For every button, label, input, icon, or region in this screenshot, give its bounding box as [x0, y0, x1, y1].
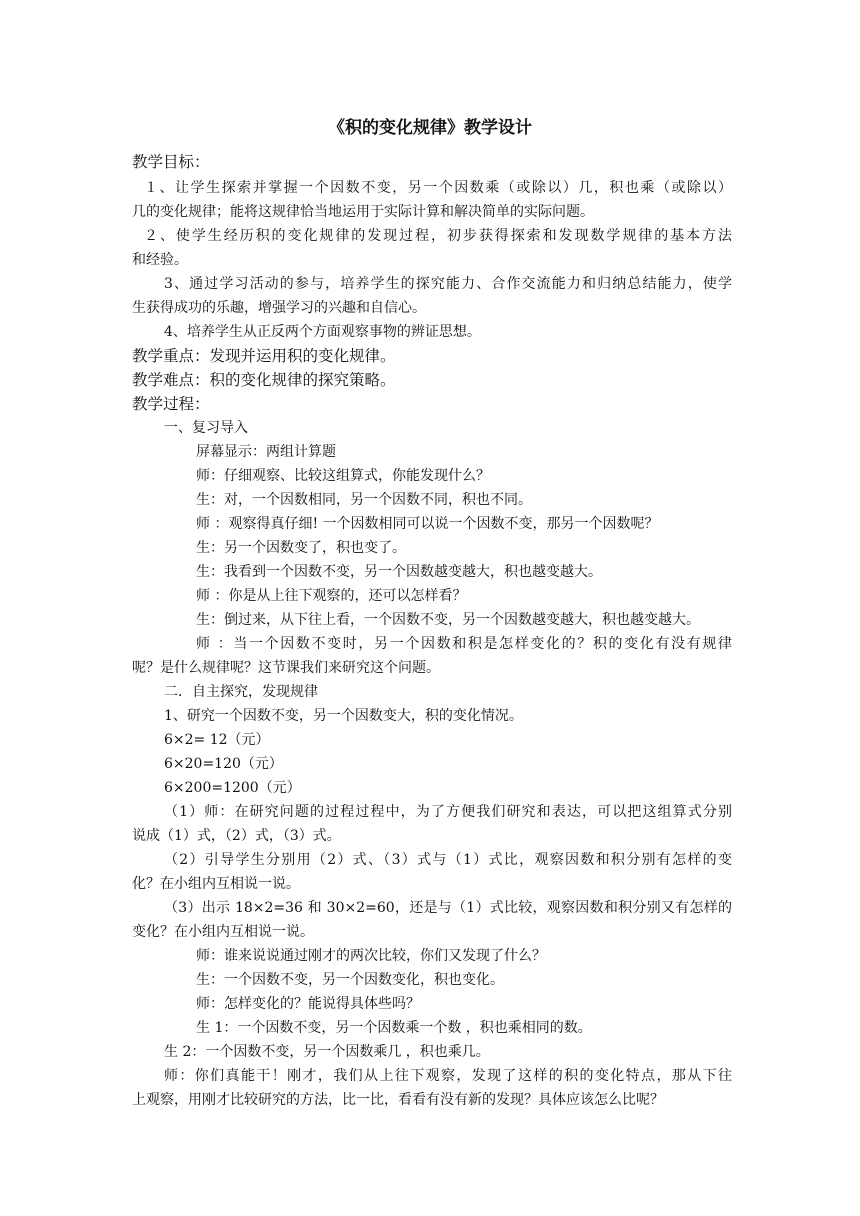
paragraph-line: 生：我看到一个因数不变，另一个因数越变越大，积也越变越大。: [196, 564, 602, 580]
paragraph-line: １、让学生探索并掌握一个因数不变，另一个因数乘（或除以）几，积也乘（或除以）: [144, 180, 732, 196]
paragraph-line: 师 ：当一个因数不变时，另一个因数和积是怎样变化的？积的变化有没有规律: [196, 636, 732, 652]
section-heading: 教学重点：发现并运用积的变化规律。: [132, 347, 396, 365]
paragraph-line: 师：你们真能干！刚才，我们从上往下观察，发现了这样的积的变化特点，那从下往: [164, 1068, 732, 1084]
paragraph-line: 师 ：观察得真仔细! 一个因数相同可以说一个因数不变，那另一个因数呢？: [196, 516, 659, 532]
equation-line: 6×20=120（元）: [164, 756, 283, 772]
paragraph-line: 1、研究一个因数不变，另一个因数变大，积的变化情况。: [164, 708, 523, 724]
paragraph-line: （1）师：在研究问题的过程过程中，为了方便我们研究和表达，可以把这组算式分别: [164, 804, 732, 820]
paragraph-line: 生：倒过来，从下往上看，一个因数不变，另一个因数越变越大，积也越变越大。: [196, 612, 700, 628]
paragraph-line: 生 1：一个因数不变，另一个因数乘一个数 ，积也乘相同的数。: [196, 1020, 592, 1036]
paragraph-line: 生：另一个因数变了，积也变了。: [196, 540, 406, 556]
paragraph-line: 师：仔细观察、比较这组算式，你能发现什么？: [196, 468, 490, 484]
paragraph-line: 生 2：一个因数不变，另一个因数乘几 ，积也乘几。: [164, 1044, 490, 1060]
paragraph-line: 师：谁来说说通过刚才的两次比较，你们又发现了什么？: [196, 948, 546, 964]
document-title: 《积的变化规律》教学设计: [328, 118, 532, 138]
paragraph-line: 师：怎样变化的？能说得具体些吗？: [196, 996, 420, 1012]
paragraph-line: 生：对，一个因数相同，另一个因数不同，积也不同。: [196, 492, 532, 508]
section-heading: 教学目标：: [132, 153, 210, 171]
paragraph-line: 师 ：你是从上往下观察的，还可以怎样看？: [196, 588, 467, 604]
paragraph-line: 和经验。: [132, 252, 188, 268]
equation-line: 6×2= 12（元）: [164, 732, 270, 748]
section-heading: 教学过程：: [132, 395, 210, 413]
subsection-heading: 一、复习导入: [164, 420, 248, 436]
paragraph-line: 说成（1）式，（2）式，（3）式。: [132, 828, 341, 844]
paragraph-line: 屏幕显示：两组计算题: [196, 444, 336, 460]
section-heading: 教学难点：积的变化规律的探究策略。: [132, 371, 396, 389]
paragraph-line: 生获得成功的乐趣，增强学习的兴趣和自信心。: [132, 300, 426, 316]
paragraph-line: 生：一个因数不变，另一个因数变化，积也变化。: [196, 972, 504, 988]
paragraph-line: （3）出示 18×2=36 和 30×2=60，还是与（1）式比较，观察因数和积分别又有怎样的: [164, 900, 732, 916]
paragraph-line: 变化？在小组内互相说一说。: [132, 924, 314, 940]
paragraph-line: 上观察，用刚才比较研究的方法，比一比，看看有没有新的发现？具体应该怎么比呢？: [132, 1092, 664, 1108]
equation-line: 6×200=1200（元）: [164, 780, 301, 796]
paragraph-line: 化？在小组内互相说一说。: [132, 876, 300, 892]
subsection-heading: 二．自主探究，发现规律: [164, 684, 318, 700]
paragraph-line: 4、培养学生从正反两个方面观察事物的辨证思想。: [164, 324, 481, 340]
paragraph-line: 3、通过学习活动的参与，培养学生的探究能力、合作交流能力和归纳总结能力，使学: [164, 276, 732, 292]
paragraph-line: ２、使学生经历积的变化规律的发现过程，初步获得探索和发现数学规律的基本方法: [144, 228, 732, 244]
paragraph-line: 呢？是什么规律呢？这节课我们来研究这个问题。: [132, 660, 440, 676]
paragraph-line: （2）引导学生分别用（2）式、（3）式与（1）式比，观察因数和积分别有怎样的变: [164, 852, 732, 868]
paragraph-line: 几的变化规律；能将这规律恰当地运用于实际计算和解决简单的实际问题。: [132, 204, 594, 220]
